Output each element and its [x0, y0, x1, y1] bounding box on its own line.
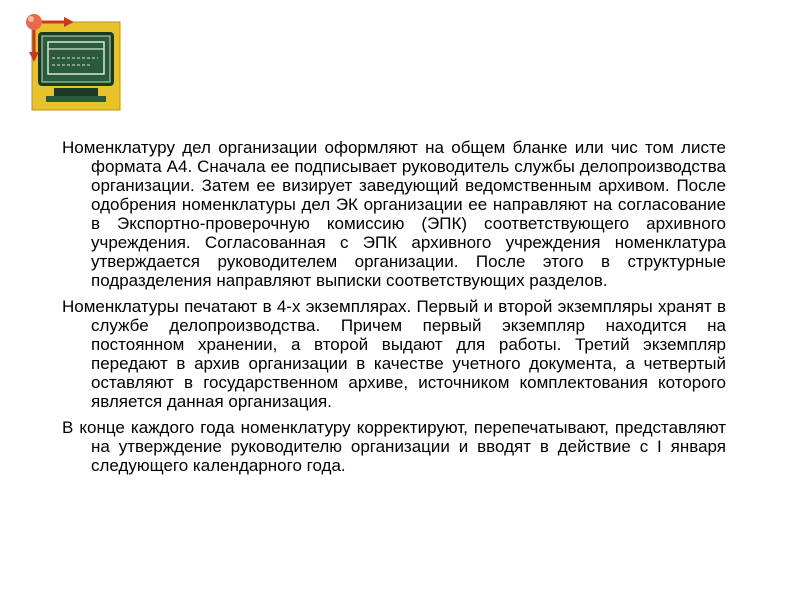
text-content [62, 138, 726, 482]
paragraph-copies: Номенклатуры печатают в 4-х экземплярах. Первый и второй экземпляры хранят в службе делопроизводства. Причем первый экземпляр находится на постоянном хранении, а второй выдают для работы. Третий экземпляр передают в архив организации в качестве учетного документа, а четвертый оставляют в государственном архиве, источником комплектования которого является данная организация. [62, 297, 726, 411]
computer-monitor-icon [20, 8, 130, 116]
computer-monitor-icon-graphic [20, 8, 130, 116]
paragraph-annual-update: В конце каждого года номенклатуру корректируют, перепечатывают, представляют на утверждение руководителю организации и вводят в действие с I января следующего календарного года. [62, 418, 726, 475]
paragraph-approval: Номенклатуру дел организации оформляют на общем бланке или чис том листе формата А4. Сначала ее подписывает руководитель службы делопроизводства организации. Затем ее визирует заведующий ведомственным архивом. После одобрения номенклатуры дел ЭК организации ее направляют на согласование в Экспортно-проверочную комиссию (ЭПК) соответствующего архивного учреждения. Согласованная с ЭПК архивного учреждения номенклатура утверждается руководителем организации. После этого в структурные подразделения направляют выписки соответствующих разделов. [62, 138, 726, 290]
